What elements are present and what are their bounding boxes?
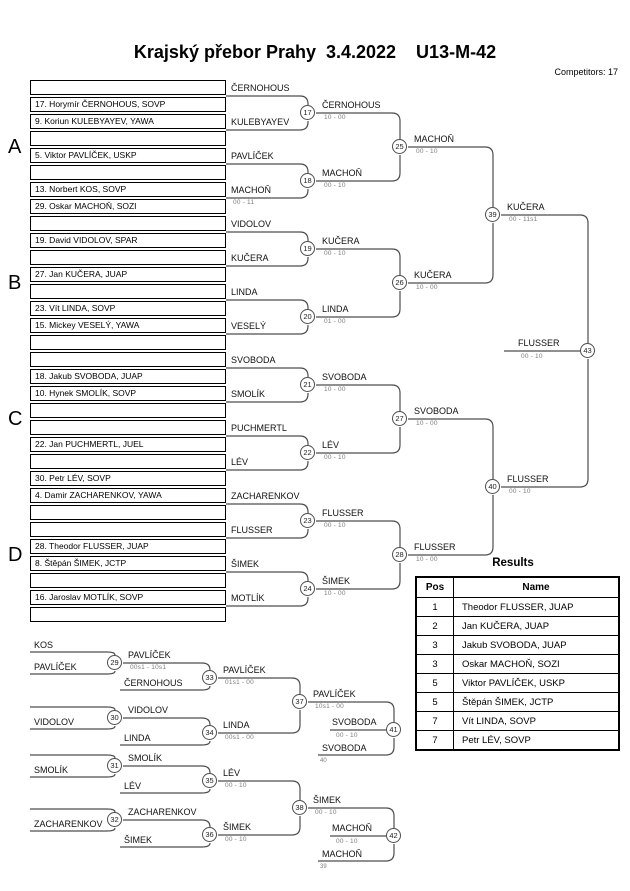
section-label: C <box>8 408 23 430</box>
entry-box <box>30 403 226 418</box>
match-number: 32 <box>110 815 119 824</box>
results-pos-cell: 5 <box>416 674 454 693</box>
match-circle <box>107 758 122 773</box>
results-row <box>416 712 619 731</box>
results-pos-cell: 5 <box>416 693 454 712</box>
match-winner-label: VIDOLOV <box>128 705 169 715</box>
bracket-line <box>123 820 210 827</box>
round1-winner-label: ZACHARENKOV <box>231 491 300 501</box>
match-number: 37 <box>295 697 304 706</box>
match-score: 10 - 00 <box>416 420 438 427</box>
round1-winner-label: LÉV <box>231 457 249 467</box>
match-winner-label: FLUSSER <box>322 508 364 518</box>
entry-box <box>30 573 226 588</box>
match-circle <box>292 694 307 709</box>
competitors-count: Competitors: 17 <box>554 67 618 77</box>
match-winner-label: LINDA <box>223 720 250 730</box>
round1-winner-label: ŠIMEK <box>231 559 260 569</box>
consolation-entry-label: SVOBODA <box>322 743 367 753</box>
results-pos-cell: 7 <box>416 712 454 731</box>
entry-box: 5. Viktor PAVLÍČEK, USKP <box>30 148 226 163</box>
consolation-entry-label: KOS <box>34 640 54 650</box>
match-score: 00 - 10 <box>416 148 438 155</box>
entry-box <box>30 505 226 520</box>
match-winner-label: KUČERA <box>322 236 360 246</box>
entry-box: 22. Jan PUCHMERTL, JUEL <box>30 437 226 452</box>
match-winner-label: SVOBODA <box>414 406 459 416</box>
entry-box: 28. Theodor FLUSSER, JUAP <box>30 539 226 554</box>
consolation-entry-label: MACHOŇ <box>322 849 362 859</box>
match-circle <box>300 105 315 120</box>
tournament-title: Krajský přebor Prahy 3.4.2022 U13-M-42 <box>133 42 497 62</box>
results-name-cell: Theodor FLUSSER, JUAP <box>454 598 620 617</box>
match-score: 00 - 10 <box>324 182 346 189</box>
match-winner-label: ČERNOHOUS <box>322 100 381 110</box>
results-row <box>416 655 619 674</box>
round1-winner-label: SVOBODA <box>231 355 276 365</box>
consolation-entry-label: ZACHARENKOV <box>34 819 103 829</box>
match-score: 00 - 10 <box>315 809 337 816</box>
bracket-line <box>226 368 308 377</box>
entry-box <box>30 131 226 146</box>
round1-winner-label: SMOLÍK <box>231 389 266 399</box>
match-score: 00 - 10 <box>324 522 346 529</box>
results-title: Results <box>492 557 534 569</box>
consolation-source-note: 39 <box>320 864 327 870</box>
bracket-line <box>30 809 115 812</box>
entry-box: 4. Damir ZACHARENKOV, YAWA <box>30 488 226 503</box>
match-number: 34 <box>205 728 214 737</box>
match-score: 01 - 00 <box>324 318 346 325</box>
entry-box <box>30 250 226 265</box>
match-circle <box>202 827 217 842</box>
match-circle <box>485 207 500 222</box>
entry-box <box>30 607 226 622</box>
match-score: 00 - 10 <box>225 782 247 789</box>
bracket-line <box>226 96 308 105</box>
bracket-line <box>123 718 210 725</box>
match-number: 19 <box>303 244 312 253</box>
match-score: 00 - 10 <box>324 250 346 257</box>
consolation-entry-label: SMOLÍK <box>34 765 69 775</box>
match-winner-label: MACHOŇ <box>414 134 454 144</box>
match-winner-label: ŠIMEK <box>313 795 342 805</box>
match-circle <box>300 581 315 596</box>
results-pos-cell: 3 <box>416 655 454 674</box>
match-number: 43 <box>583 346 592 355</box>
results-table <box>415 576 620 751</box>
match-winner-label: ŠIMEK <box>223 822 252 832</box>
consolation-final-winner-label: MACHOŇ <box>332 823 372 833</box>
round1-winner-label: KUČERA <box>231 253 269 263</box>
entry-box: 30. Petr LÉV, SOVP <box>30 471 226 486</box>
match-winner-label: KUČERA <box>414 270 452 280</box>
match-number: 20 <box>303 312 312 321</box>
bracket-line <box>501 215 588 343</box>
section-label: B <box>8 272 22 294</box>
match-number: 33 <box>205 673 214 682</box>
match-number: 29 <box>110 658 119 667</box>
match-score: 01s1 - 00 <box>225 679 254 686</box>
match-circle <box>107 655 122 670</box>
match-number: 18 <box>303 176 312 185</box>
entry-box: 27. Jan KUČERA, JUAP <box>30 267 226 282</box>
results-header-row <box>416 577 619 598</box>
match-circle <box>386 722 401 737</box>
entry-box: 15. Mickey VESELÝ, YAWA <box>30 318 226 333</box>
match-winner-label: ŠIMEK <box>322 576 351 586</box>
match-circle <box>386 828 401 843</box>
entry-box: 9. Koriun KULEBYAYEV, YAWA <box>30 114 226 129</box>
match-winner-label: KUČERA <box>507 202 545 212</box>
match-winner-label: ZACHARENKOV <box>128 807 197 817</box>
match-number: 35 <box>205 776 214 785</box>
bracket-line <box>30 707 115 710</box>
consolation-source-note: 40 <box>320 758 327 764</box>
match-winner-label: PAVLÍČEK <box>313 689 356 699</box>
match-circle <box>202 725 217 740</box>
match-number: 21 <box>303 380 312 389</box>
match-winner-label: FLUSSER <box>507 474 549 484</box>
match-winner-label: LÉV <box>223 768 241 778</box>
match-circle <box>300 513 315 528</box>
match-winner-label: FLUSSER <box>414 542 456 552</box>
consolation-entry-label: LINDA <box>124 733 151 743</box>
match-score: 10 - 00 <box>416 556 438 563</box>
bracket-line <box>226 300 308 309</box>
entry-box: 23. Vít LINDA, SOVP <box>30 301 226 316</box>
match-number: 27 <box>395 414 404 423</box>
results-name-cell: Jakub SVOBODA, JUAP <box>454 636 620 655</box>
match-number: 31 <box>110 761 119 770</box>
match-circle <box>300 309 315 324</box>
match-score: 10 - 00 <box>324 386 346 393</box>
results-name-cell: Oskar MACHOŇ, SOZI <box>454 655 620 674</box>
results-name-cell: Vít LINDA, SOVP <box>454 712 620 731</box>
bracket-line <box>226 504 308 513</box>
bracket-line <box>30 652 115 655</box>
round1-winner-label: MACHOŇ <box>231 185 271 195</box>
match-number: 36 <box>205 830 214 839</box>
match-circle <box>107 812 122 827</box>
entry-box <box>30 216 226 231</box>
entry-box <box>30 80 226 95</box>
match-circle <box>300 377 315 392</box>
match-winner-label: SVOBODA <box>322 372 367 382</box>
final-score: 00 - 10 <box>521 353 543 360</box>
match-circle <box>300 445 315 460</box>
match-number: 41 <box>389 725 398 734</box>
round1-winner-label: ČERNOHOUS <box>231 83 290 93</box>
match-circle <box>300 241 315 256</box>
results-pos-cell: 1 <box>416 598 454 617</box>
match-score: 00 - 10 <box>509 488 531 495</box>
match-circle <box>292 800 307 815</box>
match-number: 40 <box>488 482 497 491</box>
consolation-entry-label: ČERNOHOUS <box>124 678 183 688</box>
results-row <box>416 674 619 693</box>
match-number: 25 <box>395 142 404 151</box>
results-pos-cell: 2 <box>416 617 454 636</box>
consolation-entry-label: PAVLÍČEK <box>34 662 77 672</box>
results-header-name: Name <box>454 577 620 598</box>
section-label: D <box>8 544 23 566</box>
match-number: 42 <box>389 831 398 840</box>
match-winner-label: LÉV <box>322 440 340 450</box>
bracket-line <box>408 419 493 479</box>
match-score: 00 - 10 <box>324 454 346 461</box>
bracket-line <box>501 359 588 487</box>
results-row <box>416 617 619 636</box>
section-label: A <box>8 136 22 158</box>
round1-winner-label: LINDA <box>231 287 258 297</box>
match-score: 10 - 00 <box>416 284 438 291</box>
match-winner-label: SMOLÍK <box>128 753 163 763</box>
entry-box <box>30 420 226 435</box>
match-score: 10 - 00 <box>324 590 346 597</box>
entry-box <box>30 165 226 180</box>
match-winner-label: PAVLÍČEK <box>128 650 171 660</box>
results-row <box>416 693 619 712</box>
entry-box: 17. Horymír ČERNOHOUS, SOVP <box>30 97 226 112</box>
entry-box <box>30 284 226 299</box>
results-name-cell: Štěpán ŠIMEK, JCTP <box>454 693 620 712</box>
bracket-line <box>30 755 115 758</box>
entry-box: 18. Jakub SVOBODA, JUAP <box>30 369 226 384</box>
entry-box: 16. Jaroslav MOTLÍK, SOVP <box>30 590 226 605</box>
match-circle <box>392 547 407 562</box>
match-number: 38 <box>295 803 304 812</box>
bracket-line <box>408 147 493 207</box>
results-header-pos: Pos <box>416 577 454 598</box>
results-pos-cell: 7 <box>416 731 454 751</box>
match-winner-label: MACHOŇ <box>322 168 362 178</box>
entry-box: 13. Norbert KOS, SOVP <box>30 182 226 197</box>
match-circle <box>485 479 500 494</box>
entry-box: 8. Štěpán ŠIMEK, JCTP <box>30 556 226 571</box>
match-number: 39 <box>488 210 497 219</box>
entry-box <box>30 454 226 469</box>
match-number: 23 <box>303 516 312 525</box>
consolation-entry-label: VIDOLOV <box>34 717 75 727</box>
entry-box <box>30 335 226 350</box>
consolation-entry-label: LÉV <box>124 781 142 791</box>
results-row <box>416 731 619 751</box>
match-score: 10 - 00 <box>324 114 346 121</box>
match-number: 24 <box>303 584 312 593</box>
entry-box <box>30 352 226 367</box>
results-row <box>416 636 619 655</box>
match-circle <box>300 173 315 188</box>
match-circle <box>580 343 595 358</box>
match-number: 17 <box>303 108 312 117</box>
round1-winner-label: VIDOLOV <box>231 219 272 229</box>
results-name-cell: Jan KUČERA, JUAP <box>454 617 620 636</box>
entry-box <box>30 522 226 537</box>
match-score: 00s1 - 00 <box>225 734 254 741</box>
results-pos-cell: 3 <box>416 636 454 655</box>
round1-winner-label: MOTLÍK <box>231 593 265 603</box>
round1-winner-label: KULEBYAYEV <box>231 117 290 127</box>
match-score: 10s1 - 00 <box>315 703 344 710</box>
round1-score: 00 - 11 <box>233 199 255 206</box>
bracket-line <box>226 572 308 581</box>
round1-winner-label: PAVLÍČEK <box>231 151 274 161</box>
entry-box: 10. Hynek SMOLÍK, SOVP <box>30 386 226 401</box>
results-row <box>416 598 619 617</box>
match-circle <box>107 710 122 725</box>
consolation-final-winner-label: SVOBODA <box>332 717 377 727</box>
entry-box: 29. Oskar MACHOŇ, SOZI <box>30 199 226 214</box>
match-number: 30 <box>110 713 119 722</box>
results-name-cell: Petr LÉV, SOVP <box>454 731 620 751</box>
bracket-line <box>123 766 210 773</box>
results-name-cell: Viktor PAVLÍČEK, USKP <box>454 674 620 693</box>
entry-box: 19. David VIDOLOV, SPAR <box>30 233 226 248</box>
consolation-entry-label: ŠIMEK <box>124 835 153 845</box>
bracket-line <box>226 164 308 173</box>
round1-winner-label: PUCHMERTL <box>231 423 287 433</box>
match-winner-label: LINDA <box>322 304 349 314</box>
final-winner-label: FLUSSER <box>518 338 560 348</box>
match-score: 00 - 10 <box>225 836 247 843</box>
match-circle <box>392 411 407 426</box>
match-number: 22 <box>303 448 312 457</box>
consolation-final-score: 00 - 10 <box>336 838 358 845</box>
match-score: 00s1 - 10s1 <box>130 664 167 671</box>
round1-winner-label: VESELÝ <box>231 321 267 331</box>
match-circle <box>392 139 407 154</box>
match-score: 00 - 11s1 <box>509 216 538 223</box>
bracket-line <box>226 436 308 445</box>
match-circle <box>392 275 407 290</box>
consolation-final-score: 00 - 10 <box>336 732 358 739</box>
bracket-line <box>226 232 308 241</box>
round1-winner-label: FLUSSER <box>231 525 273 535</box>
match-number: 26 <box>395 278 404 287</box>
match-winner-label: PAVLÍČEK <box>223 665 266 675</box>
match-number: 28 <box>395 550 404 559</box>
match-circle <box>202 773 217 788</box>
match-circle <box>202 670 217 685</box>
